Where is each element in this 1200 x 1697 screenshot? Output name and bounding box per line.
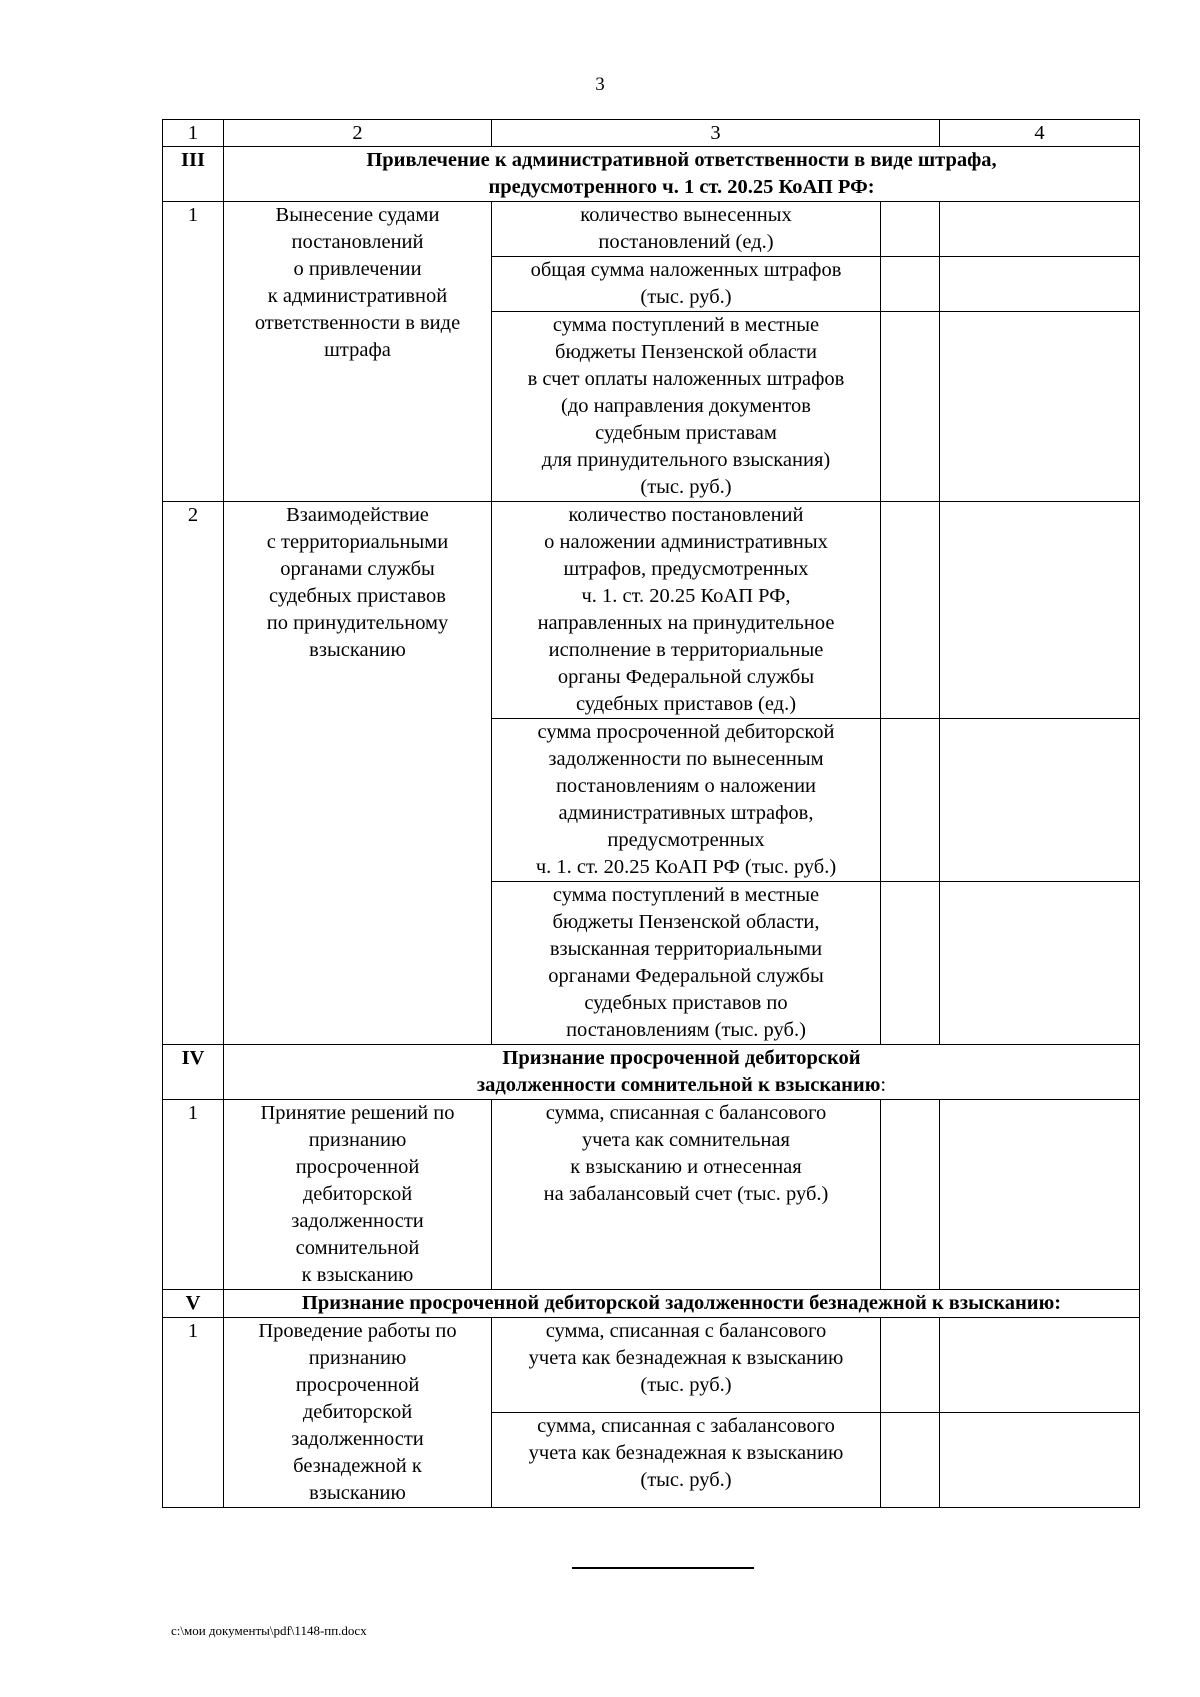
row-description — [224, 1100, 492, 1290]
text-line: сумма просроченной дебиторской — [537, 721, 835, 743]
value-cell — [940, 1318, 1140, 1413]
table-row — [163, 1100, 1140, 1290]
section-title-text: задолженности сомнительной к взысканию — [476, 1074, 881, 1096]
text-line: для принудительного взыскания) — [541, 449, 831, 471]
footer-file-path: c:\мои документы\pdf\1148-пп.docx — [171, 1623, 367, 1638]
text-line: сумма, списанная с забалансового — [537, 1415, 835, 1437]
text-line: штрафов, предусмотренных — [563, 558, 809, 580]
text-line: судебных приставов — [269, 585, 446, 607]
indicator-cell — [492, 1100, 881, 1290]
text-line: Проведение работы по — [258, 1320, 457, 1342]
section-title: Признание просроченной дебиторской задолженности безнадежной к взысканию: — [224, 1290, 1140, 1318]
text-line: органами Федеральной службы — [548, 965, 824, 987]
text-line: постановлений (ед.) — [598, 231, 774, 253]
section-number: IV — [163, 1045, 224, 1100]
indicator-cell — [492, 1318, 881, 1413]
section-title-line: Привлечение к административной ответственности в виде штрафа, — [366, 149, 997, 171]
text-line: Вынесение судами — [275, 204, 440, 226]
value-cell — [881, 882, 940, 1045]
text-line: судебных приставов по — [584, 992, 788, 1014]
row-number: 1 — [163, 202, 224, 502]
page-number: 3 — [595, 74, 605, 95]
text-line: просроченной — [295, 1156, 420, 1178]
header-col-3: 3 — [492, 120, 940, 147]
text-line: (тыс. руб.) — [640, 286, 732, 308]
table-row — [163, 202, 1140, 257]
text-line: предусмотренных — [607, 829, 765, 851]
text-line: сомнительной — [295, 1237, 420, 1259]
text-line: постановлениям (тыс. руб.) — [566, 1019, 806, 1041]
indicator-cell — [492, 719, 881, 882]
text-line: к взысканию и отнесенная — [570, 1156, 802, 1178]
section-title — [224, 1045, 1140, 1100]
text-line: к административной — [267, 285, 448, 307]
value-cell — [881, 1318, 940, 1413]
text-line: сумма, списанная с балансового — [545, 1102, 827, 1124]
section-title-colon: : — [880, 1074, 887, 1096]
text-line: учета как сомнительная — [582, 1129, 790, 1151]
value-cell — [940, 1413, 1140, 1508]
text-line: Принятие решений по — [260, 1102, 455, 1124]
text-line: признанию — [308, 1347, 407, 1369]
text-line: дебиторской — [302, 1401, 413, 1423]
section-title — [224, 147, 1140, 202]
value-cell — [881, 202, 940, 257]
text-line: задолженности — [291, 1210, 424, 1232]
value-cell — [940, 202, 1140, 257]
end-divider — [572, 1567, 754, 1569]
text-line: просроченной — [295, 1374, 420, 1396]
indicator-cell — [492, 502, 881, 719]
value-cell — [881, 1100, 940, 1290]
section-row-iii — [163, 147, 1140, 202]
text-line: Взаимодействие — [286, 504, 429, 526]
table-row — [163, 1318, 1140, 1413]
value-cell — [940, 502, 1140, 719]
value-cell — [881, 312, 940, 502]
text-line: органы Федеральной службы — [557, 666, 815, 688]
text-line: исполнение в территориальные — [548, 639, 824, 661]
text-line: ч. 1. ст. 20.25 КоАП РФ, — [581, 585, 791, 607]
text-line: общая сумма наложенных штрафов — [530, 259, 842, 281]
indicator-cell — [492, 202, 881, 257]
row-description — [224, 1318, 492, 1508]
text-line: о наложении административных — [544, 531, 828, 553]
text-line: штрафа — [324, 339, 391, 361]
row-description — [224, 502, 492, 1045]
table-row — [163, 502, 1140, 719]
indicator-cell — [492, 1413, 881, 1508]
header-col-2: 2 — [224, 120, 492, 147]
header-col-4: 4 — [940, 120, 1140, 147]
section-title-line: Признание просроченной дебиторской — [502, 1047, 861, 1069]
text-line: взысканию — [309, 639, 406, 661]
text-line: количество вынесенных — [580, 204, 792, 226]
section-number: V — [163, 1290, 224, 1318]
text-line: бюджеты Пензенской области — [555, 341, 817, 363]
text-line: учета как безнадежная к взысканию — [528, 1442, 844, 1464]
text-line: (до направления документов — [561, 395, 811, 417]
text-line: бюджеты Пензенской области, — [552, 911, 820, 933]
section-title-line — [227, 1072, 1136, 1099]
text-line: административных штрафов, — [558, 802, 814, 824]
text-line: о привлечении — [293, 258, 422, 280]
header-col-1: 1 — [163, 120, 224, 147]
text-line: количество постановлений — [568, 504, 804, 526]
text-line: на забалансовый счет (тыс. руб.) — [543, 1183, 829, 1205]
value-cell — [881, 719, 940, 882]
text-line: безнадежной к — [293, 1455, 422, 1477]
text-line: (тыс. руб.) — [640, 1469, 732, 1491]
text-line: (тыс. руб.) — [640, 1374, 732, 1396]
text-line: сумма, списанная с балансового — [545, 1320, 827, 1342]
text-line: признанию — [308, 1129, 407, 1151]
indicators-table — [162, 119, 1140, 1508]
text-line: ответственности в виде — [254, 312, 461, 334]
text-line: с территориальными — [266, 531, 449, 553]
text-line: к взысканию — [301, 1264, 414, 1286]
section-number: III — [163, 147, 224, 202]
value-cell — [940, 257, 1140, 312]
text-line: сумма поступлений в местные — [552, 884, 820, 906]
text-line: дебиторской — [302, 1183, 413, 1205]
section-row-v — [163, 1290, 1140, 1318]
value-cell — [940, 882, 1140, 1045]
value-cell — [940, 719, 1140, 882]
value-cell — [940, 312, 1140, 502]
text-line: направленных на принудительное — [537, 612, 835, 634]
text-line: задолженности — [291, 1428, 424, 1450]
text-line: (тыс. руб.) — [640, 476, 732, 498]
row-number: 2 — [163, 502, 224, 1045]
section-row-iv — [163, 1045, 1140, 1100]
indicator-cell — [492, 257, 881, 312]
value-cell — [881, 1413, 940, 1508]
text-line: постановлений — [291, 231, 424, 253]
indicator-cell — [492, 882, 881, 1045]
text-line: ч. 1. ст. 20.25 КоАП РФ (тыс. руб.) — [535, 856, 837, 878]
text-line: судебных приставов (ед.) — [575, 693, 797, 715]
text-line: задолженности по вынесенным — [548, 748, 824, 770]
text-line: судебным приставам — [595, 422, 777, 444]
text-line: постановлениям о наложении — [555, 775, 817, 797]
text-line: сумма поступлений в местные — [552, 314, 820, 336]
section-title-line: предусмотренного ч. 1 ст. 20.25 КоАП РФ: — [488, 176, 875, 198]
text-line: взысканная территориальными — [549, 938, 823, 960]
text-line: учета как безнадежная к взысканию — [528, 1347, 844, 1369]
value-cell — [940, 1100, 1140, 1290]
table-header-row — [163, 120, 1140, 147]
text-line: в счет оплаты наложенных штрафов — [527, 368, 845, 390]
value-cell — [881, 502, 940, 719]
text-line: органами службы — [280, 558, 435, 580]
indicator-cell — [492, 312, 881, 502]
row-number: 1 — [163, 1318, 224, 1508]
text-line: по принудительному — [266, 612, 449, 634]
row-description — [224, 202, 492, 502]
row-number: 1 — [163, 1100, 224, 1290]
value-cell — [881, 257, 940, 312]
text-line: взысканию — [309, 1482, 406, 1504]
